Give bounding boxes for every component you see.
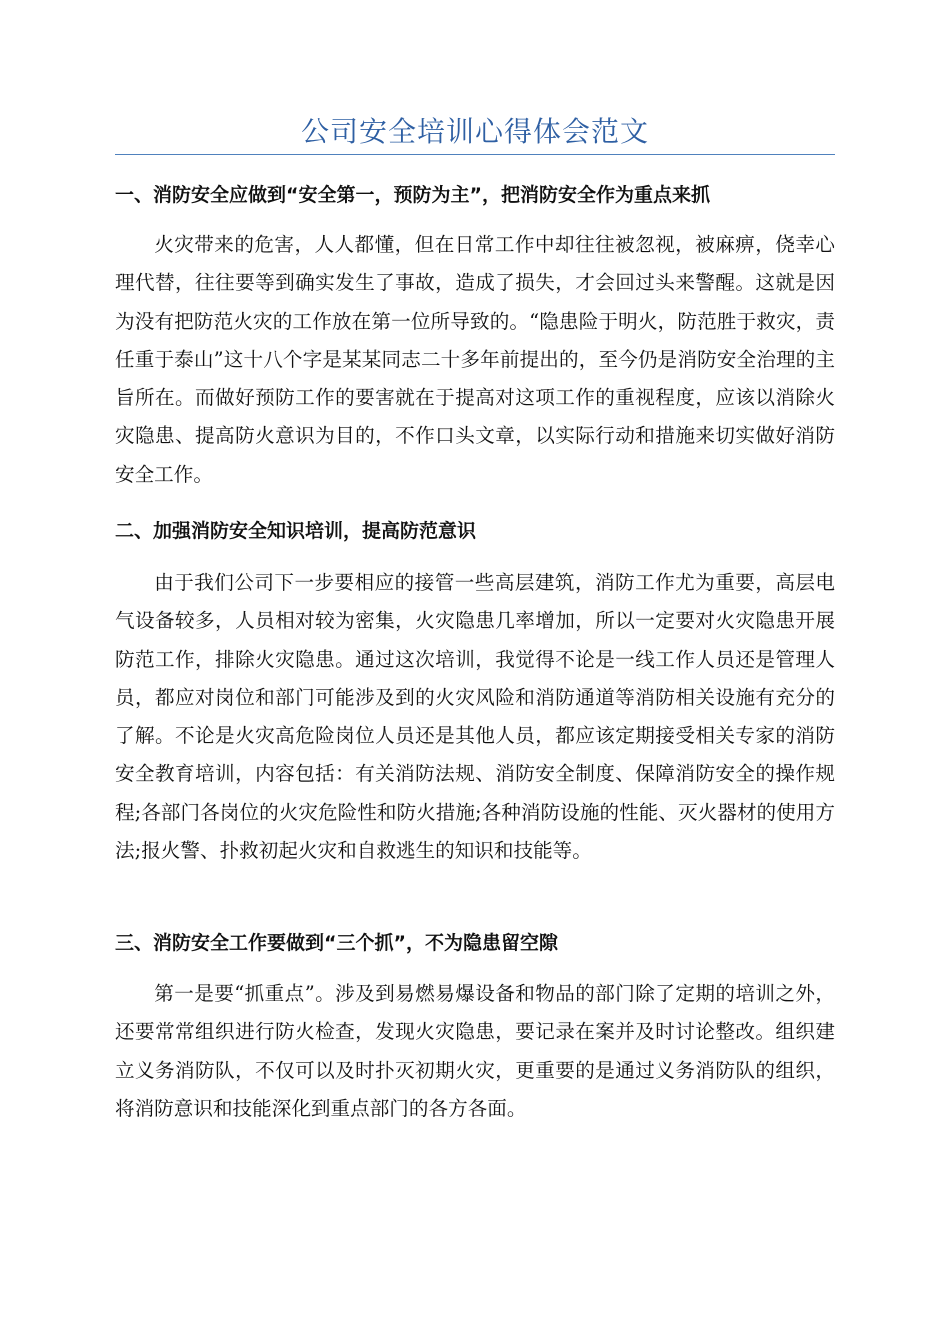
section-heading: 二、加强消防安全知识培训，提高防范意识 [115, 520, 477, 542]
section-3 [115, 929, 835, 1128]
section-paragraph: 由于我们公司下一步要相应的接管一些高层建筑，消防工作尤为重要，高层电气设备较多，人员相对较为密集，火灾隐患几率增加，所以一定要对火灾隐患开展防范工作，排除火灾隐患。通过这次培训，我觉得不论是一线工作人员还是管理人员，都应对岗位和部门可能涉及到的火灾风险和消防通道等消防相关设施有充分的了解。不论是火灾高危险岗位人员还是其他人员，都应该定期接受相关专家的消防安全教育培训，内容包括：有关消防法规、消防安全制度、保障消防安全的操作规程;各部门各岗位的火灾危险性和防火措施;各种消防设施的性能、灭火器材的使用方法;报火警、扑救初起火灾和自救逃生的知识和技能等。 [115, 571, 835, 863]
section-heading: 一、消防安全应做到“安全第一，预防为主”，把消防安全作为重点来抓 [115, 184, 710, 206]
section-paragraph: 第一是要“抓重点”。涉及到易燃易爆设备和物品的部门除了定期的培训之外，还要常常组织进行防火检查，发现火灾隐患，要记录在案并及时讨论整改。组织建立义务消防队，不仅可以及时扑灭初期火灾，更重要的是通过义务消防队的组织，将消防意识和技能深化到重点部门的各方各面。 [115, 982, 835, 1120]
document-title: 公司安全培训心得体会范文 [300, 115, 649, 148]
section-paragraph: 火灾带来的危害，人人都懂，但在日常工作中却往往被忽视，被麻痹，侥幸心理代替，往往要等到确实发生了事故，造成了损失，才会回过头来警醒。这就是因为没有把防范火灾的工作放在第一位所导致的。“隐患险于明火，防范胜于救灾，责任重于泰山”这十八个字是某某同志二十多年前提出的，至今仍是消防安全治理的主旨所在。而做好预防工作的要害就在于提高对这项工作的重视程度，应该以消除火灾隐患、提高防火意识为目的，不作口头文章，以实际行动和措施来切实做好消防安全工作。 [115, 233, 835, 486]
section-2 [115, 517, 835, 870]
title-underline [115, 154, 835, 155]
section-1 [115, 181, 835, 494]
section-heading: 三、消防安全工作要做到“三个抓”，不为隐患留空隙 [115, 932, 558, 954]
